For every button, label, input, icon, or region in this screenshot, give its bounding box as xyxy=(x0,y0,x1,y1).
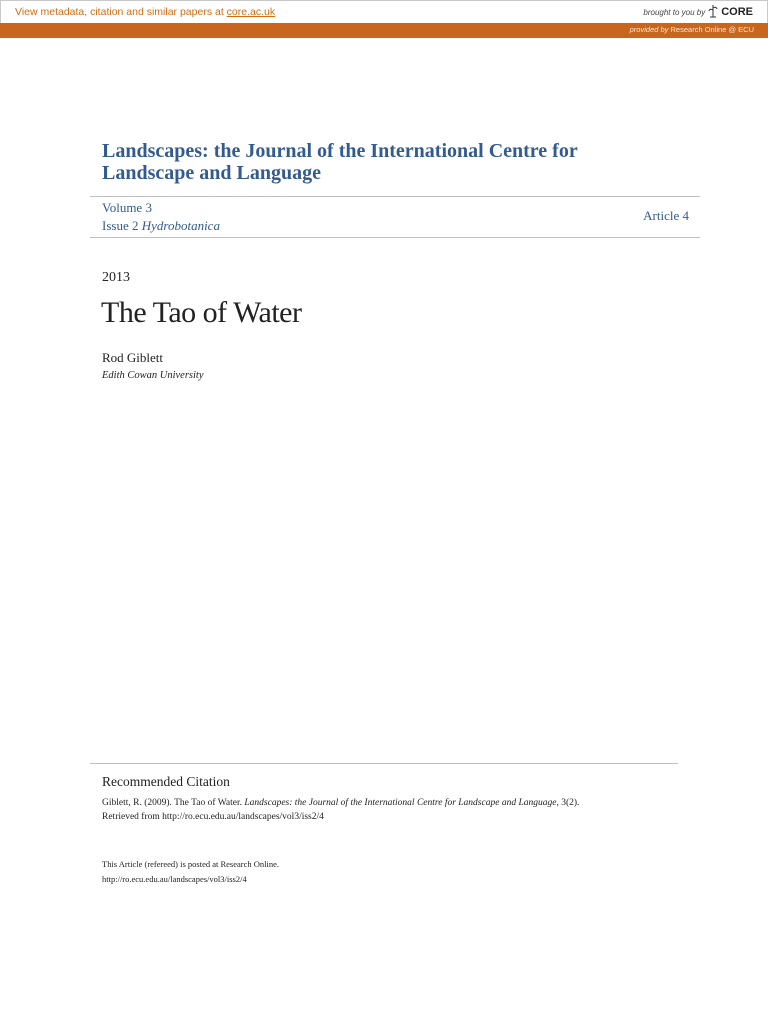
core-logo-icon xyxy=(708,4,718,20)
divider xyxy=(90,763,678,764)
volume-info xyxy=(102,199,220,235)
core-link[interactable]: core.ac.uk xyxy=(226,6,276,18)
posted-url: http://ro.ecu.edu.au/landscapes/vol3/iss2/4 xyxy=(102,874,247,884)
volume-link[interactable]: Volume 3 xyxy=(102,200,152,215)
author-affiliation: Edith Cowan University xyxy=(102,370,204,381)
provider-link[interactable]: Research Online @ ECU xyxy=(670,25,754,34)
posted-note xyxy=(102,857,279,887)
citation-text: Giblett, R. (2009). The Tao of Water. Landscapes: the Journal of the International Centre for Landscape and Language, 3(2). Retrieved from http://ro.ecu.edu.au/landscapes/vol3/iss2/4 xyxy=(102,798,580,822)
journal-title[interactable]: Landscapes: the Journal of the International Centre for Landscape and Language xyxy=(102,140,578,184)
metadata-text: View metadata, citation and similar papers at core.ac.uk xyxy=(15,6,276,18)
author-name: Rod Giblett xyxy=(102,350,164,365)
article-number: Article 4 xyxy=(643,208,689,223)
core-banner xyxy=(0,0,768,23)
divider xyxy=(90,196,700,197)
paper-title: The Tao of Water xyxy=(101,296,302,329)
brought-text: brought to you by xyxy=(643,7,706,17)
citation-heading: Recommended Citation xyxy=(102,774,230,789)
provided-by-text: provided by Research Online @ ECU xyxy=(629,25,754,34)
publication-year: 2013 xyxy=(102,270,130,285)
retrieved-link: Retrieved from http://ro.ecu.edu.au/landscapes/vol3/iss2/4 xyxy=(102,812,324,822)
brought-to-you xyxy=(643,4,753,20)
issue-link[interactable]: Issue 2 Hydrobotanica xyxy=(102,218,220,233)
divider xyxy=(90,237,700,238)
posted-line: This Article (refereed) is posted at Research Online. xyxy=(102,859,280,869)
provided-by-bar xyxy=(0,23,768,38)
core-wordmark[interactable]: CORE xyxy=(721,6,753,18)
